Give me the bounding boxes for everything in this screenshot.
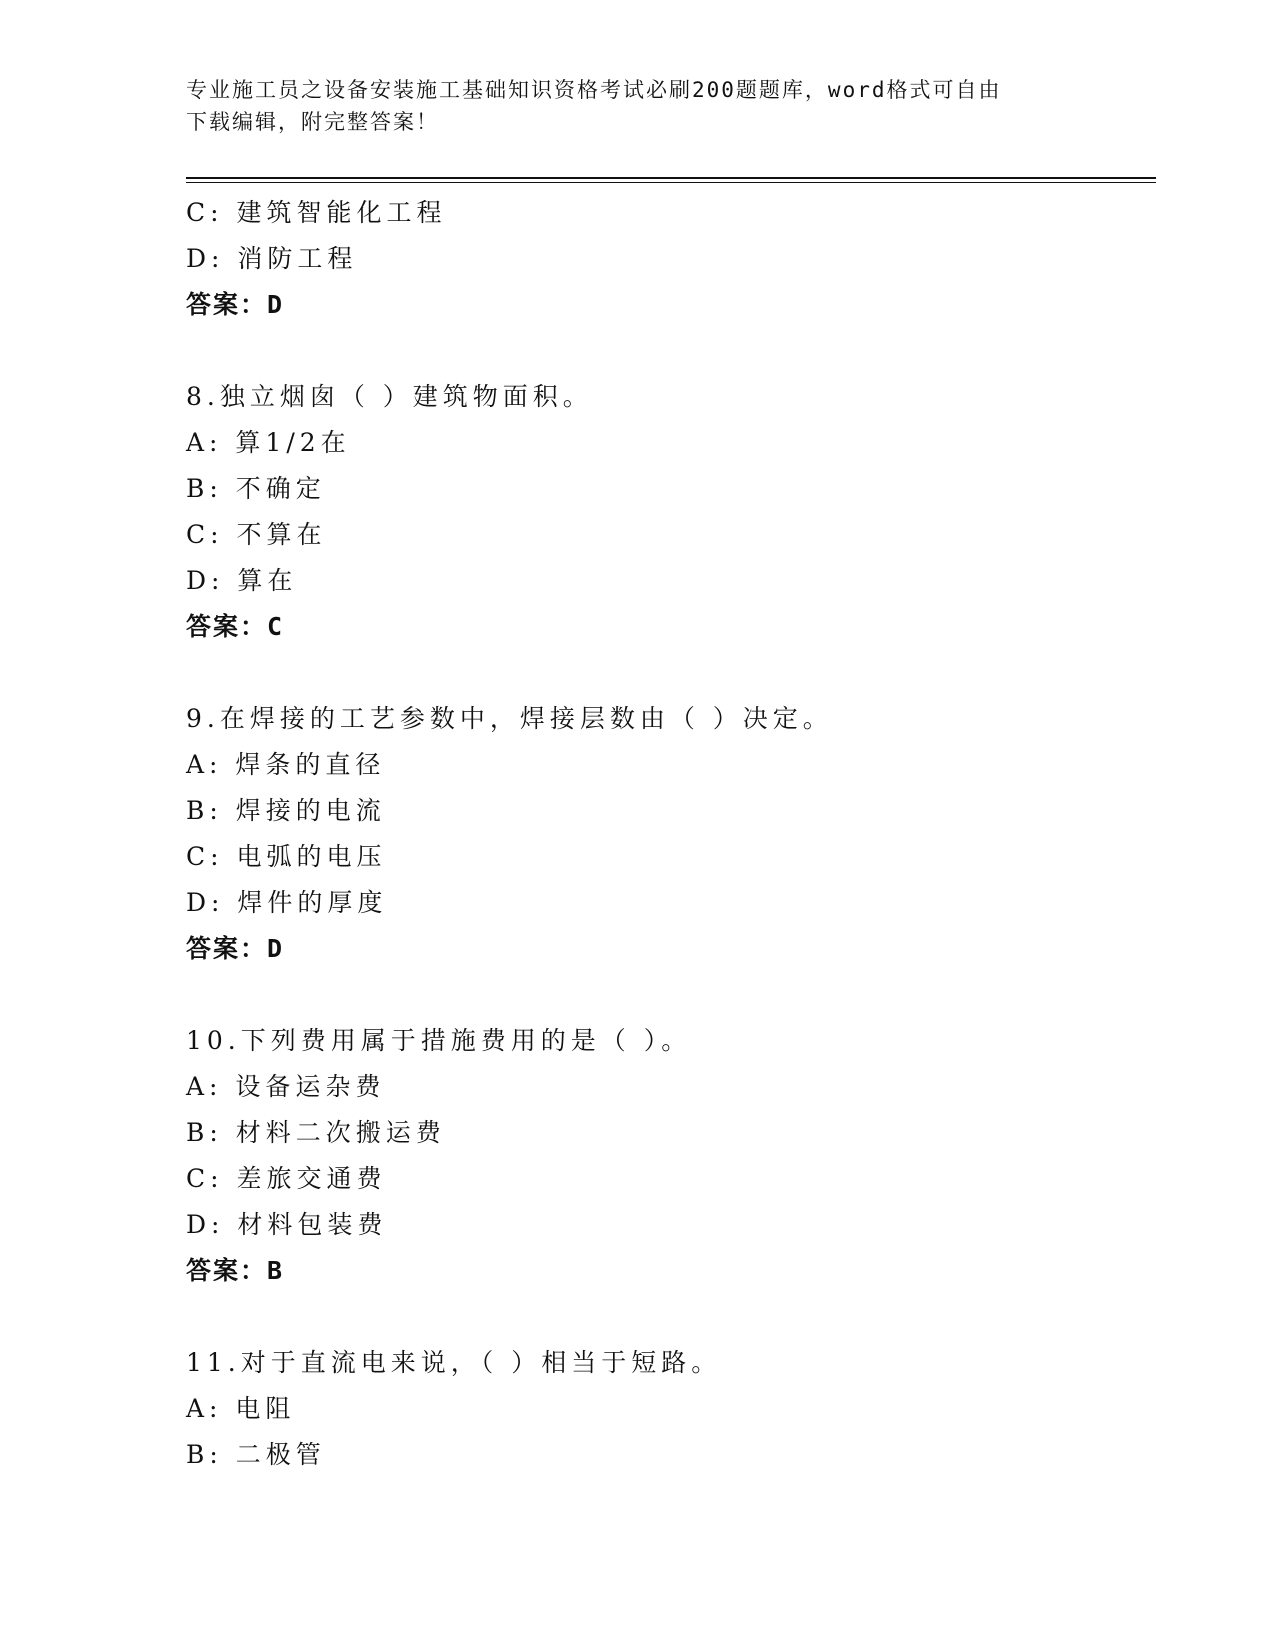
question-9-option-a: A: 焊条的直径 <box>186 750 386 779</box>
question-8-option-b: B: 不确定 <box>186 474 326 503</box>
question-7-option-c: C: 建筑智能化工程 <box>186 198 447 227</box>
spacer <box>186 650 1146 696</box>
question-9-answer: 答案：D <box>186 934 285 963</box>
question-7-option-d: D: 消防工程 <box>186 244 358 273</box>
question-11-option-b: B: 二极管 <box>186 1440 326 1469</box>
question-7-answer: 答案：D <box>186 290 285 319</box>
question-8-answer: 答案：C <box>186 612 285 641</box>
question-10 <box>186 1018 1146 1294</box>
document-header <box>186 74 1086 138</box>
question-8 <box>186 374 1146 650</box>
spacer <box>186 1294 1146 1340</box>
question-7 <box>186 190 1146 328</box>
question-9-option-b: B: 焊接的电流 <box>186 796 386 825</box>
spacer <box>186 328 1146 374</box>
header-divider-thin <box>186 182 1156 183</box>
question-9-text: 9.在焊接的工艺参数中，焊接层数由（ ）决定。 <box>186 704 833 733</box>
question-8-option-a: A: 算1/2在 <box>186 428 351 457</box>
question-10-option-b: B: 材料二次搬运费 <box>186 1118 446 1147</box>
question-11-text: 11.对于直流电来说，（ ）相当于短路。 <box>186 1348 722 1377</box>
question-9 <box>186 696 1146 972</box>
question-10-option-a: A: 设备运杂费 <box>186 1072 386 1101</box>
header-line-1: 专业施工员之设备安装施工基础知识资格考试必刷200题题库，word格式可自由 <box>186 78 1002 102</box>
question-9-option-c: C: 电弧的电压 <box>186 842 387 871</box>
header-line-2: 下载编辑，附完整答案！ <box>186 110 439 134</box>
question-11 <box>186 1340 1146 1478</box>
header-divider-thick <box>186 177 1156 179</box>
spacer <box>186 972 1146 1018</box>
question-8-option-d: D: 算在 <box>186 566 298 595</box>
question-8-text: 8.独立烟囱（ ）建筑物面积。 <box>186 382 593 411</box>
question-10-answer: 答案：B <box>186 1256 285 1285</box>
question-8-option-c: C: 不算在 <box>186 520 327 549</box>
question-10-option-c: C: 差旅交通费 <box>186 1164 387 1193</box>
question-list <box>186 190 1146 1478</box>
question-10-text: 10.下列费用属于措施费用的是（ ）。 <box>186 1026 692 1055</box>
question-11-option-a: A: 电阻 <box>186 1394 296 1423</box>
question-9-option-d: D: 焊件的厚度 <box>186 888 388 917</box>
question-10-option-d: D: 材料包装费 <box>186 1210 388 1239</box>
